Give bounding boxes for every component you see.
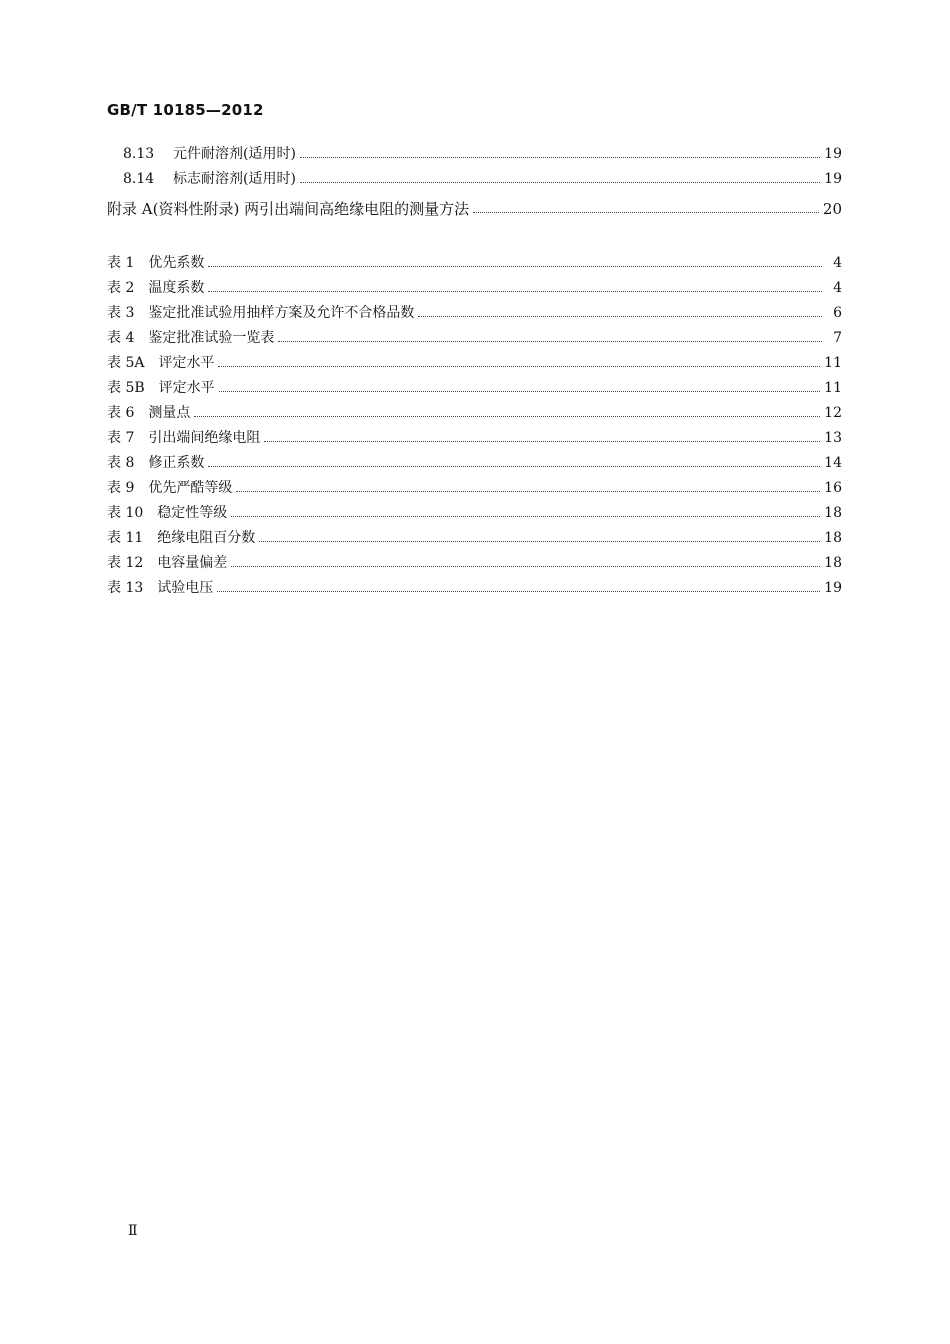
toc-entry-clause[interactable] — [123, 169, 842, 189]
toc-entry-clause[interactable] — [123, 144, 842, 164]
toc-entry-title: 绝缘电阻百分数 — [157, 530, 256, 546]
toc-entry-annex[interactable] — [107, 199, 842, 219]
toc-entry-number: 表 12 — [107, 555, 144, 571]
toc-entry-title: 温度系数 — [148, 280, 205, 296]
toc-entry-table[interactable] — [107, 453, 842, 473]
toc-entry-title: (资料性附录) 两引出端间高绝缘电阻的测量方法 — [152, 200, 470, 218]
toc-entry-title: 试验电压 — [157, 580, 214, 596]
toc-entry-number: 8.13 — [123, 146, 155, 162]
toc-entry-number: 表 8 — [107, 455, 135, 471]
toc-entry-page: 16 — [824, 480, 842, 496]
toc-entry-page: 4 — [833, 255, 842, 271]
leader-dots — [208, 466, 820, 467]
toc-entry-table[interactable] — [107, 278, 842, 298]
toc-entry-number: 表 6 — [107, 405, 135, 421]
leader-dots — [208, 266, 822, 267]
toc-entry-number: 表 5A — [107, 355, 145, 371]
toc-entry-number: 表 3 — [107, 305, 135, 321]
toc-entry-table[interactable] — [107, 553, 842, 573]
toc-entry-title: 优先严酷等级 — [148, 480, 233, 496]
toc-entry-table[interactable] — [107, 328, 842, 348]
toc-entry-table[interactable] — [107, 303, 842, 323]
toc-entry-number: 表 13 — [107, 580, 144, 596]
toc-entry-table[interactable] — [107, 428, 842, 448]
leader-dots — [300, 182, 820, 183]
toc-entry-page: 18 — [824, 555, 842, 571]
toc-entry-page: 19 — [824, 146, 842, 162]
toc-entry-number: 表 4 — [107, 330, 135, 346]
toc-entry-title: 优先系数 — [148, 255, 205, 271]
leader-dots — [236, 491, 820, 492]
toc-entry-title: 标志耐溶剂(适用时) — [173, 171, 296, 187]
toc-entry-number: 表 1 — [107, 255, 135, 271]
leader-dots — [219, 391, 821, 392]
toc-entry-table[interactable] — [107, 378, 842, 398]
toc-entry-title: 引出端间绝缘电阻 — [148, 430, 261, 446]
toc-entry-table[interactable] — [107, 478, 842, 498]
leader-dots — [218, 366, 820, 367]
toc-entry-number: 表 5B — [107, 380, 145, 396]
toc-entry-number: 表 10 — [107, 505, 144, 521]
toc-entry-number: 附录 A — [107, 200, 153, 218]
toc-entry-title: 修正系数 — [148, 455, 205, 471]
toc-entry-page: 19 — [824, 171, 842, 187]
leader-dots — [231, 516, 820, 517]
standard-code-header: GB/T 10185—2012 — [107, 101, 264, 119]
toc-entry-title: 元件耐溶剂(适用时) — [173, 146, 296, 162]
leader-dots — [278, 341, 822, 342]
toc-entry-table[interactable] — [107, 353, 842, 373]
page-number: Ⅱ — [128, 1223, 138, 1239]
toc-entry-title: 测量点 — [148, 405, 191, 421]
toc-entry-page: 18 — [824, 505, 842, 521]
toc-entry-table[interactable] — [107, 403, 842, 423]
toc-entry-page: 11 — [824, 355, 842, 371]
toc-entry-page: 20 — [822, 200, 842, 218]
toc-entry-title: 稳定性等级 — [157, 505, 228, 521]
toc-entry-page: 12 — [824, 405, 842, 421]
leader-dots — [217, 591, 820, 592]
toc-entry-table[interactable] — [107, 528, 842, 548]
leader-dots — [473, 212, 819, 213]
toc-entry-page: 14 — [824, 455, 842, 471]
leader-dots — [300, 157, 820, 158]
toc-entry-number: 表 7 — [107, 430, 135, 446]
toc-entry-number: 表 2 — [107, 280, 135, 296]
leader-dots — [208, 291, 822, 292]
toc-entry-table[interactable] — [107, 503, 842, 523]
toc-entry-table[interactable] — [107, 578, 842, 598]
leader-dots — [259, 541, 820, 542]
toc-entry-number: 表 9 — [107, 480, 135, 496]
toc-entry-number: 8.14 — [123, 171, 155, 187]
toc-entry-page: 6 — [833, 305, 842, 321]
toc-entry-page: 11 — [824, 380, 842, 396]
toc-entry-page: 13 — [824, 430, 842, 446]
toc-entry-title: 鉴定批准试验用抽样方案及允许不合格品数 — [148, 305, 415, 321]
leader-dots — [231, 566, 820, 567]
toc-entry-title: 电容量偏差 — [157, 555, 228, 571]
toc-entry-page: 7 — [833, 330, 842, 346]
leader-dots — [418, 316, 822, 317]
toc-entry-page: 4 — [833, 280, 842, 296]
toc-entry-title: 鉴定批准试验一览表 — [148, 330, 275, 346]
leader-dots — [194, 416, 820, 417]
toc-entry-page: 18 — [824, 530, 842, 546]
toc-entry-page: 19 — [824, 580, 842, 596]
toc-entry-table[interactable] — [107, 253, 842, 273]
toc-entry-title: 评定水平 — [158, 380, 215, 396]
toc-entry-number: 表 11 — [107, 530, 144, 546]
toc-entry-title: 评定水平 — [158, 355, 215, 371]
leader-dots — [264, 441, 820, 442]
